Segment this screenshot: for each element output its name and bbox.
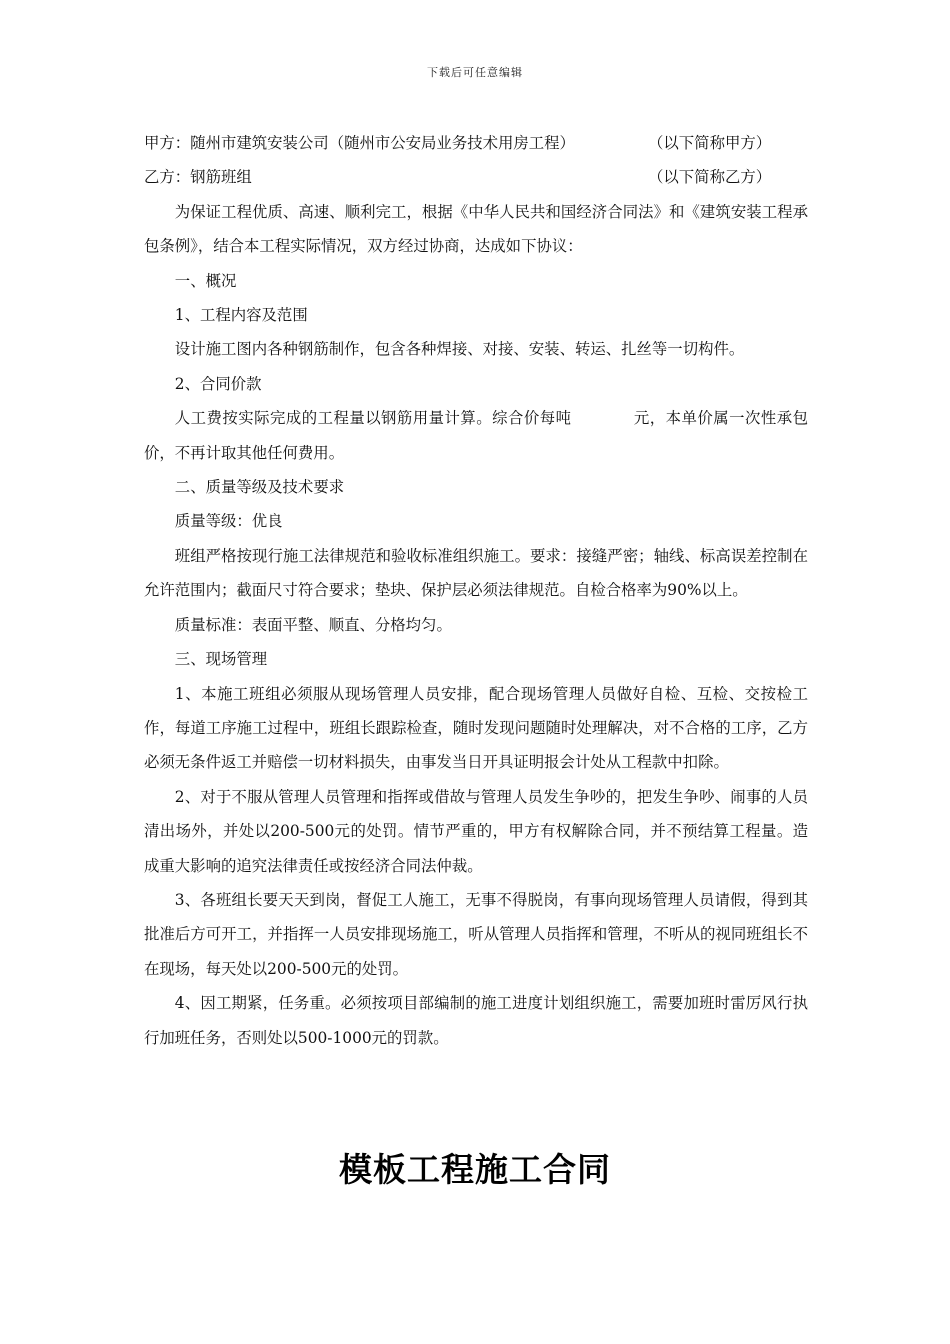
quality-grade: 质量等级：优良	[174, 512, 283, 531]
party-a-short: （以下简称甲方）	[648, 134, 772, 152]
management-item-4: 4、因工期紧，任务重。必须按项目部编制的施工进度计划组织施工，需要加班时雷厉风行执行加班任务，否则处以500-1000元的罚款。	[144, 994, 808, 1047]
quality-requirements: 班组严格按现行施工法律规范和验收标准组织施工。要求：接缝严密；轴线、标高误差控制在允许范围内；截面尺寸符合要求；垫块、保护层必须法律规范。自检合格率为90%以上。	[144, 546, 808, 600]
management-item-3: 3、各班组长要天天到岗，督促工人施工，无事不得脱岗，有事向现场管理人员请假，得到其批准后方可开工，并指挥一人员安排现场施工，听从管理人员指挥和管理，不听从的视同班组长不在现场，每天处以200-500元的处罚。	[144, 890, 808, 978]
contract-body	[144, 126, 808, 1055]
party-b-label: 乙方：钢筋班组	[144, 168, 252, 187]
section-2-heading: 二、质量等级及技术要求	[174, 478, 345, 497]
item-1-text: 设计施工图内各种钢筋制作，包含各种焊接、对接、安装、转运、扎丝等一切构件。	[174, 340, 745, 359]
item-2-text	[144, 401, 808, 470]
intro-paragraph: 为保证工程优质、高速、顺利完工，根据《中华人民共和国经济合同法》和《建筑安装工程承包条例》，结合本工程实际情况，双方经过协商，达成如下协议：	[144, 202, 808, 256]
item-2-text-b: 元，本单价属一次性承包价，不再计取其他任何费用。	[144, 409, 808, 462]
section-3-heading: 三、现场管理	[174, 650, 268, 669]
section-1-heading: 一、概况	[174, 271, 237, 290]
item-2-text-a: 人工费按实际完成的工程量以钢筋用量计算。综合价每吨	[174, 409, 572, 428]
item-2-heading: 2、合同价款	[174, 374, 262, 393]
party-a-label: 甲方：随州市建筑安装公司（随州市公安局业务技术用房工程）	[144, 134, 575, 152]
page-header: 下载后可任意编辑	[427, 66, 523, 79]
quality-standard: 质量标准：表面平整、顺直、分格均匀。	[174, 615, 452, 634]
party-b-short: （以下简称乙方）	[648, 168, 772, 187]
document-title: 模板工程施工合同	[339, 1150, 611, 1189]
party-b-line	[144, 160, 808, 194]
item-1-heading: 1、工程内容及范围	[174, 306, 308, 325]
management-item-1: 1、本施工班组必须服从现场管理人员安排，配合现场管理人员做好自检、互检、交按检工作，每道工序施工过程中，班组长跟踪检查，随时发现问题随时处理解决，对不合格的工序，乙方必须无条件返工并赔偿一切材料损失，由事发当日开具证明报会计处从工程款中扣除。	[144, 684, 808, 772]
party-a-line	[144, 126, 808, 160]
management-item-2: 2、对于不服从管理人员管理和指挥或借故与管理人员发生争吵的，把发生争吵、闹事的人员清出场外，并处以200-500元的处罚。情节严重的，甲方有权解除合同，并不预结算工程量。造成重大影响的追究法律责任或按经济合同法仲裁。	[144, 787, 808, 875]
